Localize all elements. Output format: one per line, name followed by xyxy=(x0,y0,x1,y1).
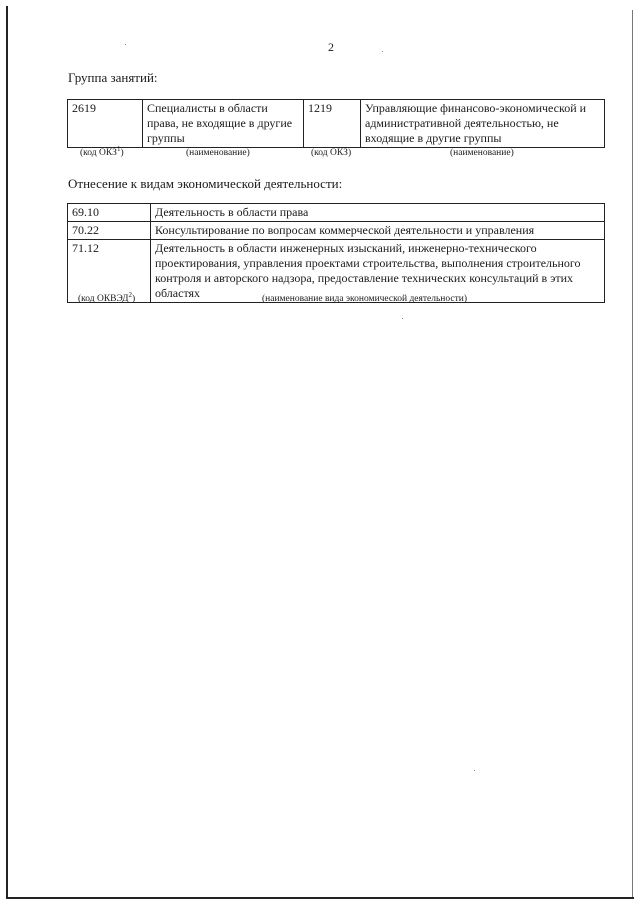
page-number: 2 xyxy=(328,40,334,54)
scan-speck xyxy=(402,318,403,319)
okved-name-cell: Деятельность в области инженерных изысканий, инженерно-технического проектирования, управления проектами строительства, выполнения строительного контроля и авторского надзора, предоставление технических консультаций в этих областях xyxy=(151,240,605,303)
table-row xyxy=(68,100,605,148)
page-edge-left xyxy=(6,6,8,899)
economic-activity-title: Отнесение к видам экономической деятельности: xyxy=(68,176,343,191)
okz-code-caption-2: (код ОКЗ) xyxy=(311,148,352,158)
okved-name-cell: Консультирование по вопросам коммерческой деятельности и управления xyxy=(151,222,605,240)
page-edge-right xyxy=(632,10,633,899)
okved-code-cell: 71.12 xyxy=(68,240,151,303)
okved-code-cell: 69.10 xyxy=(68,204,151,222)
okz-code-cell-2: 1219 xyxy=(304,100,361,148)
okved-code-cell: 70.22 xyxy=(68,222,151,240)
occupation-group-title: Группа занятий: xyxy=(68,70,158,85)
okz-code-caption: (код ОКЗ$^1$) xyxy=(80,144,124,158)
page-edge-bottom xyxy=(6,897,634,899)
occupation-group-table xyxy=(67,99,605,148)
okz-code-cell: 2619 xyxy=(68,100,143,148)
table-row xyxy=(68,222,605,240)
okz-name-cell: Специалисты в области права, не входящие в другие группы xyxy=(143,100,304,148)
okz-name-caption: (наименование) xyxy=(186,148,250,158)
okved-name-caption: (наименование вида экономической деятельности) xyxy=(262,294,467,304)
okved-name-cell: Деятельность в области права xyxy=(151,204,605,222)
okved-code-caption: (код ОКВЭД$^2$) xyxy=(78,290,136,304)
scan-speck xyxy=(474,770,475,771)
okz-name-caption-2: (наименование) xyxy=(450,148,514,158)
table-row xyxy=(68,204,605,222)
scan-speck xyxy=(382,51,383,52)
okz-name-cell-2: Управляющие финансово-экономической и административной деятельностью, не входящие в другие группы xyxy=(361,100,605,148)
economic-activity-table xyxy=(67,203,605,303)
scan-speck xyxy=(125,44,126,45)
